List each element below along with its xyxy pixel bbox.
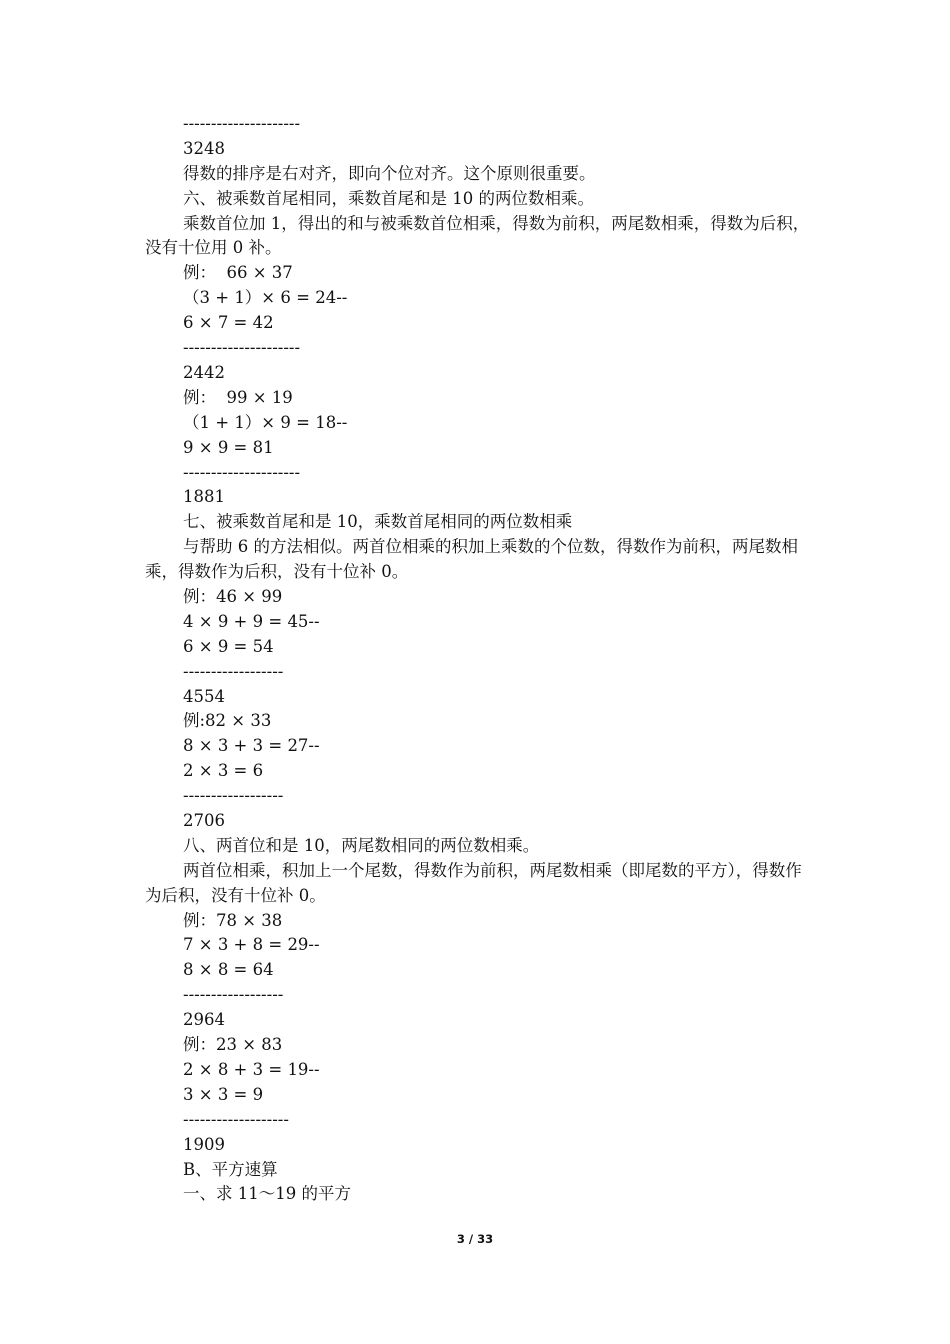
example-line: 例:82 × 33 (183, 711, 272, 731)
calc-line: 3 × 3 = 9 (183, 1084, 264, 1104)
separator-line: ------------------ (183, 661, 284, 681)
result-line: 1881 (183, 487, 225, 507)
section-heading-8: 八、两首位和是 10，两尾数相同的两位数相乘。 (183, 835, 540, 855)
example-line: 例：46 × 99 (183, 586, 283, 606)
separator-line: --------------------- (183, 114, 301, 133)
section-heading-b: B、平方速算 (183, 1159, 278, 1179)
result-line: 1909 (183, 1134, 225, 1154)
result-line: 2442 (183, 362, 225, 382)
separator-line: --------------------- (183, 462, 301, 482)
paragraph-rule-7: 与帮助 6 的方法相似。两首位相乘的积加上乘数的个位数，得数作为前积，两尾数相乘，得数作为后积，没有十位补 0。 (145, 537, 798, 582)
calc-line: 6 × 7 = 42 (183, 313, 274, 333)
result-line: 2964 (183, 1010, 225, 1030)
calc-line: 6 × 9 = 54 (183, 636, 274, 656)
section-heading-6: 六、被乘数首尾相同，乘数首尾和是 10 的两位数相乘。 (183, 188, 594, 208)
text-line: 得数的排序是右对齐，即向个位对齐。这个原则很重要。 (183, 163, 596, 183)
calc-line: 2 × 8 + 3 = 19-- (183, 1059, 320, 1079)
calc-line: 8 × 3 + 3 = 27-- (183, 736, 320, 756)
calc-line: （1 + 1）× 9 = 18-- (183, 412, 348, 432)
result-line: 2706 (183, 811, 225, 830)
section-heading-1: 一、求 11～19 的平方 (183, 1184, 351, 1204)
calc-line: 2 × 3 = 6 (183, 761, 264, 781)
paragraph-rule-6: 乘数首位加 1，得出的和与被乘数首位相乘，得数为前积，两尾数相乘，得数为后积，没有十位用 0 补。 (145, 213, 810, 258)
separator-line: ------------------ (183, 985, 284, 1005)
calc-line: （3 + 1）× 6 = 24-- (183, 288, 348, 308)
calc-line: 9 × 9 = 81 (183, 437, 274, 457)
calc-line: 8 × 8 = 64 (183, 960, 274, 980)
example-line: 例： 66 × 37 (183, 263, 293, 283)
separator-line: ------------------ (183, 786, 284, 806)
example-line: 例：23 × 83 (183, 1035, 283, 1055)
page-body (145, 112, 810, 1207)
paragraph-rule-8: 两首位相乘，积加上一个尾数，得数作为前积，两尾数相乘（即尾数的平方），得数作为后积，没有十位补 0。 (145, 860, 802, 905)
separator-line: ------------------- (183, 1109, 289, 1129)
example-line: 例： 99 × 19 (183, 387, 293, 407)
calc-line: 4 × 9 + 9 = 45-- (183, 611, 320, 631)
calc-line: 7 × 3 + 8 = 29-- (183, 935, 320, 955)
section-heading-7: 七、被乘数首尾和是 10，乘数首尾相同的两位数相乘 (183, 512, 573, 532)
example-line: 例：78 × 38 (183, 910, 283, 930)
result-line: 4554 (183, 686, 225, 706)
page-number: 3 / 33 (456, 1232, 494, 1246)
result-line: 3248 (183, 138, 225, 158)
separator-line: --------------------- (183, 338, 301, 358)
